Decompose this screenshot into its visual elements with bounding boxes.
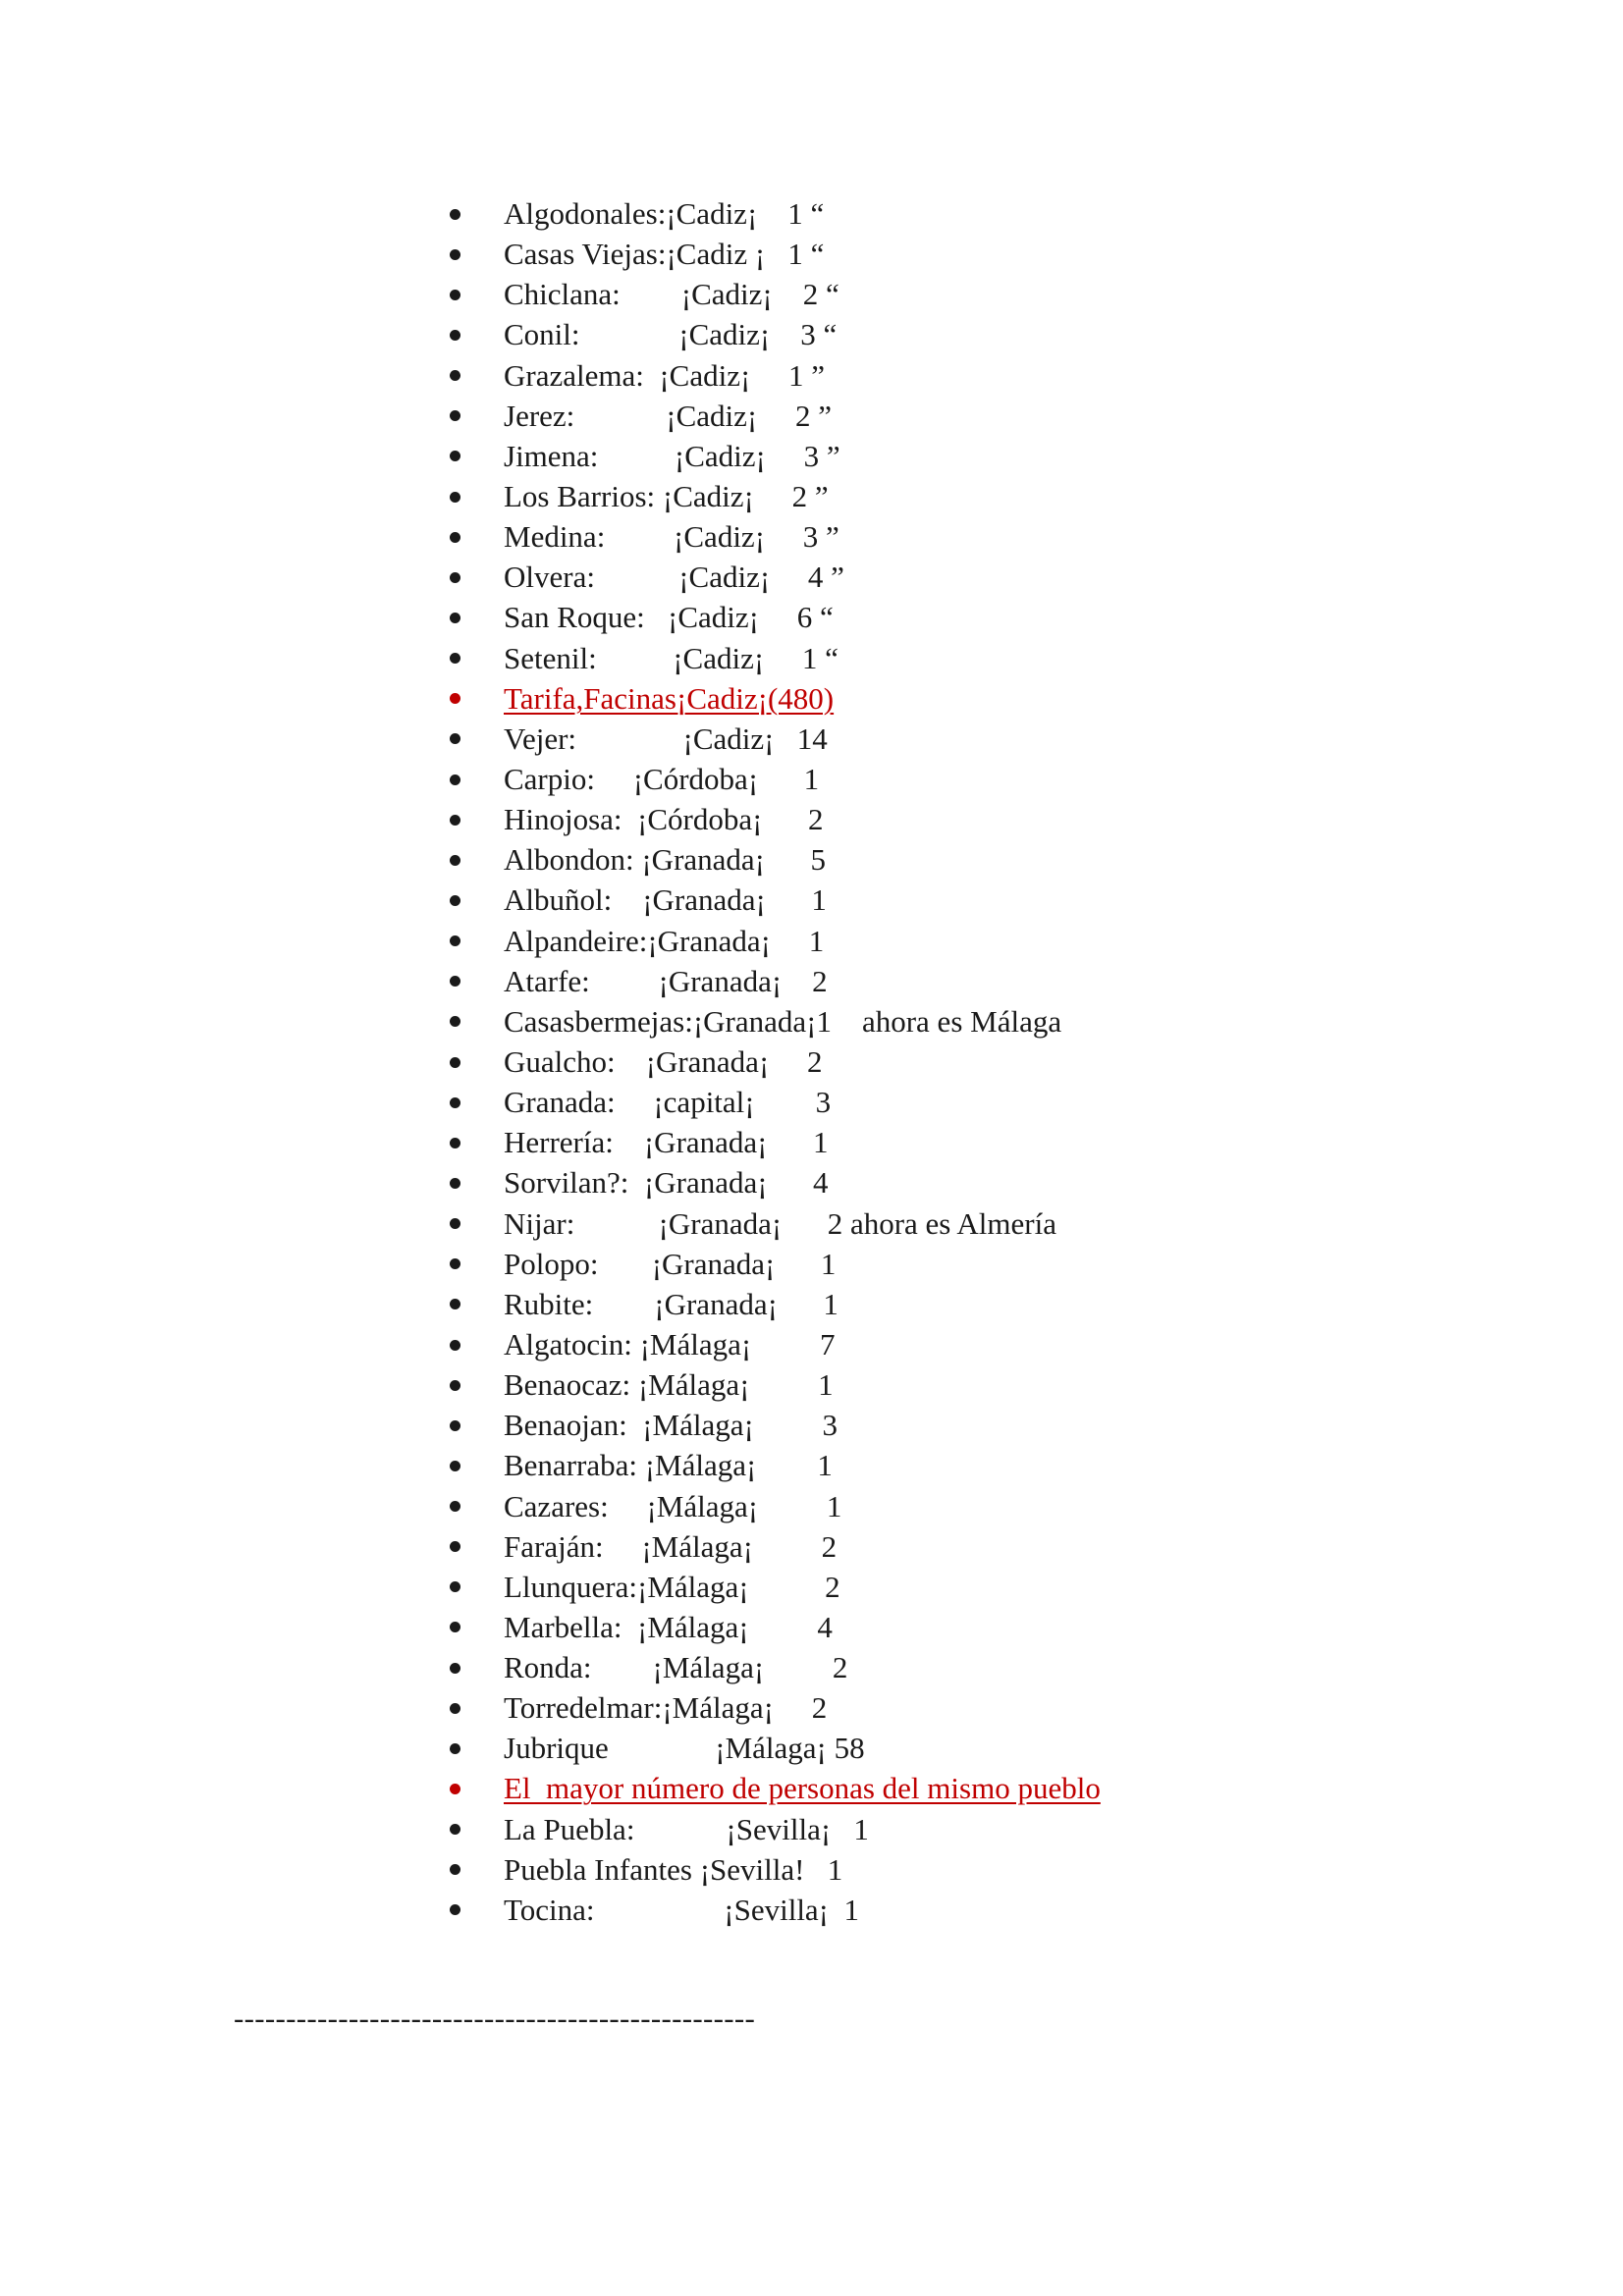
bullet-icon	[450, 1461, 460, 1471]
list-item-text: Faraján: ¡Málaga¡ 2	[504, 1528, 838, 1564]
list-item-text: Chiclana: ¡Cadiz¡ 2 “	[504, 277, 839, 312]
list-item-text: Nijar: ¡Granada¡ 2 ahora es Almería	[504, 1205, 1056, 1241]
bullet-icon	[450, 410, 460, 421]
list-item-text: Sorvilan?: ¡Granada¡ 4	[504, 1165, 829, 1201]
list-item-text: Casas Viejas:¡Cadiz ¡ 1 “	[504, 237, 825, 272]
list-item-text: Alpandeire:¡Granada¡ 1	[504, 923, 825, 958]
list-item-text: Albondon: ¡Granada¡ 5	[504, 842, 826, 878]
bullet-icon	[450, 1380, 460, 1391]
bullet-icon	[450, 1824, 460, 1835]
list-item-text: Marbella: ¡Málaga¡ 4	[504, 1609, 833, 1644]
list-item-text: La Puebla: ¡Sevilla¡ 1	[504, 1811, 869, 1846]
bullet-icon	[450, 935, 460, 946]
list-item-text: Los Barrios: ¡Cadiz¡ 2 ”	[504, 478, 829, 513]
list-item-text: Vejer: ¡Cadiz¡ 14	[504, 721, 828, 756]
list-item-text: Benaojan: ¡Málaga¡ 3	[504, 1408, 839, 1443]
bullet-icon	[450, 1743, 460, 1754]
list-item-text: Albuñol: ¡Granada¡ 1	[504, 882, 827, 918]
bullet-icon	[450, 1501, 460, 1512]
separator-line: --------------------------------------------------	[234, 2001, 756, 2035]
bullet-icon	[450, 1016, 460, 1027]
bullet-icon	[450, 1904, 460, 1915]
list-item-text: Polopo: ¡Granada¡ 1	[504, 1246, 837, 1281]
list-item-text: Granada: ¡capital¡ 3	[504, 1085, 832, 1120]
list-item-text: Jerez: ¡Cadiz¡ 2 ”	[504, 398, 832, 433]
list-item-text: El mayor número de personas del mismo pueblo	[504, 1771, 1101, 1806]
list-item-text: San Roque: ¡Cadiz¡ 6 “	[504, 600, 834, 635]
list-item-text: Conil: ¡Cadiz¡ 3 “	[504, 317, 838, 352]
list-item-text: Tocina: ¡Sevilla¡ 1	[504, 1892, 860, 1927]
bullet-icon	[450, 249, 460, 260]
list-item-text: Hinojosa: ¡Córdoba¡ 2	[504, 802, 824, 837]
list-item-text: Setenil: ¡Cadiz¡ 1 “	[504, 640, 839, 675]
list-item-text: Herrería: ¡Granada¡ 1	[504, 1125, 829, 1160]
bullet-icon	[450, 1057, 460, 1068]
list-item-text: Atarfe: ¡Granada¡ 2	[504, 963, 828, 998]
bullet-icon	[450, 733, 460, 744]
list-item-text: Algodonales:¡Cadiz¡ 1 “	[504, 196, 825, 231]
list-item-text: Jubrique ¡Málaga¡ 58	[504, 1731, 865, 1766]
list-item-text: Puebla Infantes ¡Sevilla! 1	[504, 1851, 843, 1887]
bullet-icon	[450, 1138, 460, 1148]
bullet-icon	[450, 653, 460, 664]
bullet-icon	[450, 1420, 460, 1431]
bullet-icon	[450, 532, 460, 543]
bullet-icon	[450, 1784, 460, 1794]
bullet-icon	[450, 330, 460, 341]
bullet-icon	[450, 855, 460, 866]
bullet-icon	[450, 1258, 460, 1269]
bullet-icon	[450, 1218, 460, 1229]
list-item-text: Jimena: ¡Cadiz¡ 3 ”	[504, 438, 840, 473]
list-item-text: Torredelmar:¡Málaga¡ 2	[504, 1690, 828, 1726]
bullet-icon	[450, 370, 460, 381]
list-item-text: Gualcho: ¡Granada¡ 2	[504, 1043, 823, 1079]
bullet-icon	[450, 1541, 460, 1552]
bullet-icon	[450, 492, 460, 503]
bullet-icon	[450, 1703, 460, 1714]
list-item-text: Tarifa,Facinas¡Cadiz¡(480)	[504, 680, 835, 716]
list-item-text: Grazalema: ¡Cadiz¡ 1 ”	[504, 357, 826, 393]
bullet-icon	[450, 693, 460, 704]
bullet-icon	[450, 976, 460, 987]
bullet-icon	[450, 1581, 460, 1592]
bullet-icon	[450, 1864, 460, 1875]
bullet-icon	[450, 451, 460, 461]
bullet-icon	[450, 895, 460, 906]
bullet-icon	[450, 209, 460, 220]
list-item-text: Medina: ¡Cadiz¡ 3 ”	[504, 519, 839, 555]
list-item-text: Casasbermejas:¡Granada¡1 ahora es Málaga	[504, 1003, 1062, 1039]
list-item-text: Rubite: ¡Granada¡ 1	[504, 1286, 839, 1321]
bullet-icon	[450, 1097, 460, 1108]
bullet-icon	[450, 1622, 460, 1632]
list-item-text: Carpio: ¡Córdoba¡ 1	[504, 761, 820, 796]
list-item-text: Benaocaz: ¡Málaga¡ 1	[504, 1367, 834, 1403]
bullet-icon	[450, 1340, 460, 1351]
bullet-icon	[450, 1299, 460, 1309]
bullet-icon	[450, 290, 460, 300]
list-item-text: Ronda: ¡Málaga¡ 2	[504, 1650, 848, 1685]
list-item-text: Benarraba: ¡Málaga¡ 1	[504, 1448, 833, 1483]
bullet-icon	[450, 613, 460, 623]
bullet-icon	[450, 1178, 460, 1189]
bullet-icon	[450, 572, 460, 583]
list-item-text: Llunquera:¡Málaga¡ 2	[504, 1569, 840, 1604]
bullet-icon	[450, 1663, 460, 1674]
bullet-icon	[450, 815, 460, 826]
bullet-icon	[450, 774, 460, 785]
list-item-text: Cazares: ¡Málaga¡ 1	[504, 1488, 842, 1523]
list-item-text: Olvera: ¡Cadiz¡ 4 ”	[504, 560, 844, 595]
list-item-text: Algatocin: ¡Málaga¡ 7	[504, 1326, 836, 1362]
